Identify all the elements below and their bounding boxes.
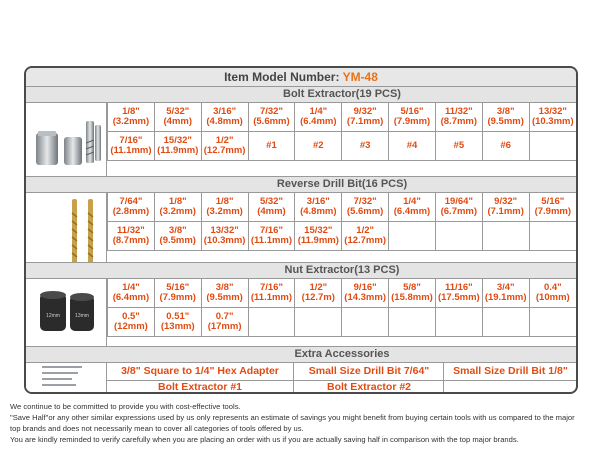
bolt-extractor-table	[107, 103, 576, 161]
size-cell: 1/2" (12.7m)	[295, 279, 342, 308]
accessory-drill-764: Small Size Drill Bit 7/64"	[293, 363, 444, 380]
size-cell: 5/32" (4mm)	[154, 103, 201, 132]
size-cell	[482, 222, 529, 251]
size-cell: 1/4" (6.4mm)	[108, 279, 155, 308]
size-cell	[529, 132, 576, 161]
size-cell: #5	[435, 132, 482, 161]
size-row	[108, 103, 577, 132]
size-cell	[529, 222, 576, 251]
size-cell	[482, 308, 529, 337]
model-number: YM-48	[342, 70, 378, 84]
size-cell: 15/32" (11.9mm)	[154, 132, 201, 161]
size-cell: #1	[248, 132, 295, 161]
size-cell: 7/32" (5.6mm)	[248, 103, 295, 132]
footer-line: We continue to be committed to provide you with cost-effective tools.	[10, 402, 241, 411]
accessories-image	[26, 363, 107, 392]
size-cell: 1/8" (3.2mm)	[108, 103, 155, 132]
size-cell: 7/16" (11.1mm)	[248, 279, 295, 308]
size-cell: 7/16" (11.1mm)	[108, 132, 155, 161]
size-row	[108, 222, 577, 251]
size-cell: 19/64" (6.7mm)	[435, 193, 482, 222]
size-cell: 7/16" (11.1mm)	[248, 222, 295, 251]
size-cell: 15/32" (11.9mm)	[295, 222, 342, 251]
section-header-bolt-extractor	[26, 86, 576, 103]
size-cell: 13/32" (10.3mm)	[529, 103, 576, 132]
section-title: Reverse Drill Bit(16 PCS)	[276, 178, 408, 190]
svg-text:13mm: 13mm	[75, 313, 89, 319]
size-row	[108, 132, 577, 161]
size-cell: 9/16" (14.3mm)	[342, 279, 389, 308]
reverse-drill-image	[26, 193, 107, 273]
size-cell: 5/16" (7.9mm)	[154, 279, 201, 308]
nut-extractor-icon	[26, 279, 106, 349]
size-row	[108, 279, 577, 308]
size-cell: 0.4" (10mm)	[529, 279, 576, 308]
svg-text:12mm: 12mm	[46, 313, 60, 319]
size-cell: 5/16" (7.9mm)	[529, 193, 576, 222]
footer-notes	[10, 401, 595, 445]
footer-line: top brands and does not necessarily mean to cover all categories of tools offered by us.	[10, 424, 304, 433]
footer-line: "Save Half"or any other similar expressions used by us only represents an estimate of savings you might benefit from buying certain tools with us compared to the major	[10, 413, 575, 422]
section-header-nut-extractor	[26, 262, 576, 279]
nut-extractor-image	[26, 279, 107, 349]
accessory-empty	[443, 379, 577, 394]
size-cell: 0.5" (12mm)	[108, 308, 155, 337]
size-cell: 1/2" (12.7mm)	[342, 222, 389, 251]
size-cell: 1/4" (6.4mm)	[295, 103, 342, 132]
size-cell	[248, 308, 295, 337]
size-cell: 9/32" (7.1mm)	[482, 193, 529, 222]
size-cell	[389, 308, 436, 337]
size-cell	[529, 308, 576, 337]
size-cell: #2	[295, 132, 342, 161]
accessory-drill-18: Small Size Drill Bit 1/8"	[443, 363, 577, 380]
size-cell: 9/32" (7.1mm)	[342, 103, 389, 132]
section-title: Bolt Extractor(19 PCS)	[283, 88, 401, 100]
size-cell: 11/32" (8.7mm)	[435, 103, 482, 132]
size-cell: 0.51" (13mm)	[154, 308, 201, 337]
size-cell: 5/16" (7.9mm)	[389, 103, 436, 132]
size-row	[108, 308, 577, 337]
size-cell: #4	[389, 132, 436, 161]
size-cell: 11/32" (8.7mm)	[108, 222, 155, 251]
size-cell	[435, 222, 482, 251]
accessory-bolt-2: Bolt Extractor #2	[293, 379, 444, 394]
size-cell: 5/32" (4mm)	[248, 193, 295, 222]
size-cell: 5/8" (15.8mm)	[389, 279, 436, 308]
size-cell	[389, 222, 436, 251]
size-cell: 7/32" (5.6mm)	[342, 193, 389, 222]
size-cell: 11/16" (17.5mm)	[435, 279, 482, 308]
size-cell: 1/8" (3.2mm)	[154, 193, 201, 222]
size-cell: 1/8" (3.2mm)	[201, 193, 248, 222]
size-cell: 3/16" (4.8mm)	[201, 103, 248, 132]
size-cell: 3/8" (9.5mm)	[201, 279, 248, 308]
accessory-bolt-1: Bolt Extractor #1	[157, 381, 243, 393]
size-cell: 3/4" (19.1mm)	[482, 279, 529, 308]
section-title: Nut Extractor(13 PCS)	[284, 264, 400, 276]
reverse-drill-table	[107, 193, 576, 251]
size-cell: 3/16" (4.8mm)	[295, 193, 342, 222]
nut-extractor-table	[107, 279, 576, 337]
size-cell: #3	[342, 132, 389, 161]
footer-line: You are kindly reminded to verify carefully when you are placing an order with us if you are actually saving half in comparison with the top major brands.	[10, 435, 519, 444]
model-title	[26, 68, 576, 87]
accessories-row-2	[107, 379, 576, 394]
size-row	[108, 193, 577, 222]
size-cell: 3/8" (9.5mm)	[154, 222, 201, 251]
size-cell	[295, 308, 342, 337]
size-cell: 3/8" (9.5mm)	[482, 103, 529, 132]
section-header-accessories	[26, 346, 576, 363]
size-cell	[342, 308, 389, 337]
model-label: Item Model Number:	[224, 70, 340, 84]
drill-bit-icon	[26, 193, 106, 273]
spec-card	[24, 66, 578, 394]
size-cell: 1/2" (12.7mm)	[201, 132, 248, 161]
section-title: Extra Accessories	[294, 348, 390, 360]
size-cell: 1/4" (6.4mm)	[389, 193, 436, 222]
size-cell: 7/64" (2.8mm)	[108, 193, 155, 222]
size-cell: 0.7" (17mm)	[201, 308, 248, 337]
section-header-reverse-drill	[26, 176, 576, 193]
size-cell: #6	[482, 132, 529, 161]
accessories-icon	[26, 363, 106, 392]
accessory-adapter: 3/8" Square to 1/4" Hex Adapter	[121, 365, 279, 377]
size-cell	[435, 308, 482, 337]
size-cell: 13/32" (10.3mm)	[201, 222, 248, 251]
